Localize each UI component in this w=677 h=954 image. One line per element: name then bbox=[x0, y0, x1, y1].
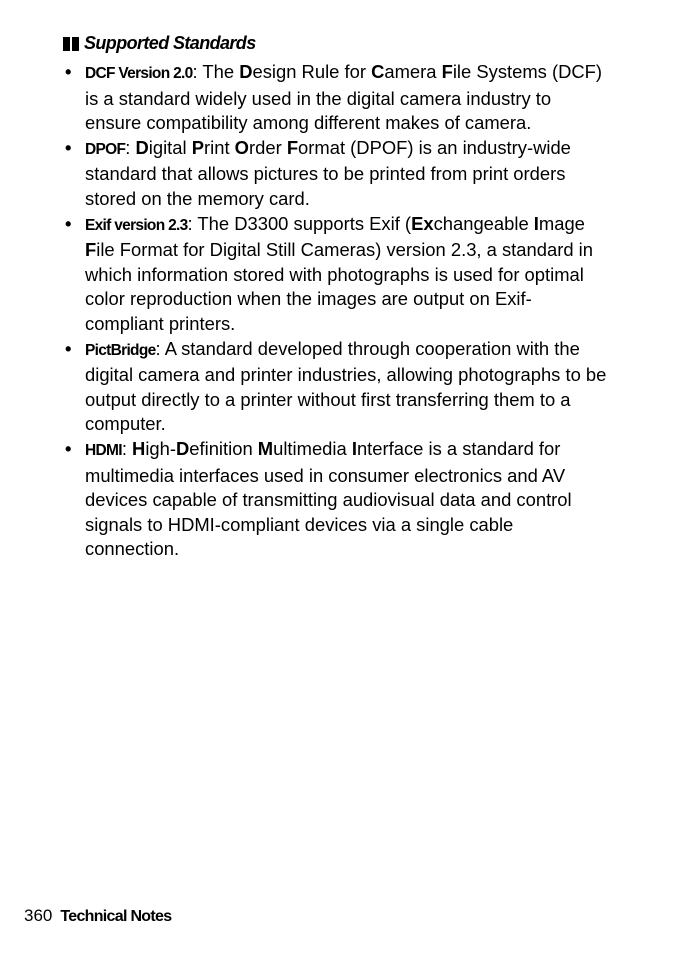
text-fragment: rint bbox=[204, 136, 235, 158]
text-fragment: efinition bbox=[189, 437, 258, 459]
term-pictbridge: PictBridge bbox=[85, 341, 156, 359]
section-marker-icon bbox=[63, 37, 79, 51]
section-heading bbox=[63, 33, 256, 54]
acronym-letter: F bbox=[85, 239, 97, 261]
acronym-letter: D bbox=[135, 136, 149, 158]
text-fragment: ile Format for Digital Still Cameras) version 2.3, a standard in which information stored with photographs is used for optimal color reproduction when the images are output on Exif-compliant printers. bbox=[85, 239, 593, 334]
section-title: Supported Standards bbox=[84, 33, 256, 53]
separator: : bbox=[121, 437, 133, 459]
text-fragment: rder bbox=[248, 136, 287, 158]
text-fragment: ile Systems (DCF) is a standard widely used in the digital camera industry to ensure compatibility among different makes of camera. bbox=[85, 61, 603, 134]
acronym-letter: F bbox=[286, 136, 299, 158]
text-fragment: nterface is a standard for multimedia interfaces used in consumer electronics and AV devices capable of transmitting audiovisual data and control signals to HDMI-compliant devices via a single cable connection. bbox=[85, 437, 572, 560]
acronym-letter: Ex bbox=[411, 212, 434, 234]
acronym-letter: I bbox=[351, 437, 357, 459]
text-fragment: igital bbox=[148, 136, 192, 158]
text-fragment: esign Rule for bbox=[252, 61, 372, 82]
text-fragment: : The D3300 supports Exif ( bbox=[187, 212, 412, 234]
bullet-icon: • bbox=[65, 212, 72, 234]
separator: : The bbox=[192, 61, 240, 82]
term-hdmi: HDMI bbox=[85, 441, 122, 459]
page-number: 360 bbox=[24, 906, 53, 925]
acronym-letter: D bbox=[176, 437, 190, 459]
chapter-title: Technical Notes bbox=[60, 908, 172, 925]
acronym-letter: D bbox=[239, 61, 253, 82]
acronym-letter: P bbox=[191, 136, 204, 158]
standards-list bbox=[63, 60, 608, 562]
term-dpof: DPOF bbox=[85, 140, 126, 158]
term-dcf: DCF Version 2.0 bbox=[85, 65, 193, 82]
acronym-letter: H bbox=[132, 437, 146, 459]
acronym-letter: C bbox=[371, 61, 385, 82]
text-fragment: : A standard developed through cooperation with the digital camera and printer industries, allowing photographs to be output directly to a printer without first transferring them to a computer. bbox=[85, 337, 607, 435]
list-item-hdmi bbox=[63, 437, 608, 562]
list-item-pictbridge bbox=[63, 337, 608, 437]
bullet-icon: • bbox=[65, 61, 72, 82]
page-footer bbox=[24, 906, 171, 926]
text-fragment: igh- bbox=[145, 437, 176, 459]
bullet-icon: • bbox=[65, 136, 72, 158]
text-fragment: ormat (DPOF) is an industry-wide standard that allows pictures to be printed from print orders stored on the memory card. bbox=[85, 136, 571, 209]
bullet-icon: • bbox=[65, 437, 72, 459]
bullet-icon: • bbox=[65, 337, 72, 359]
text-fragment: mage bbox=[538, 212, 585, 234]
acronym-letter: M bbox=[257, 437, 274, 459]
text-fragment: ultimedia bbox=[273, 437, 352, 459]
acronym-letter: O bbox=[234, 136, 249, 158]
term-exif: Exif version 2.3 bbox=[85, 216, 188, 234]
list-item-dcf bbox=[63, 60, 608, 136]
text-fragment: amera bbox=[384, 61, 442, 82]
list-item-exif bbox=[63, 212, 608, 337]
acronym-letter: I bbox=[533, 212, 539, 234]
list-item-dpof bbox=[63, 136, 608, 212]
separator: : bbox=[125, 136, 136, 158]
acronym-letter: F bbox=[441, 61, 453, 82]
text-fragment: changeable bbox=[433, 212, 534, 234]
